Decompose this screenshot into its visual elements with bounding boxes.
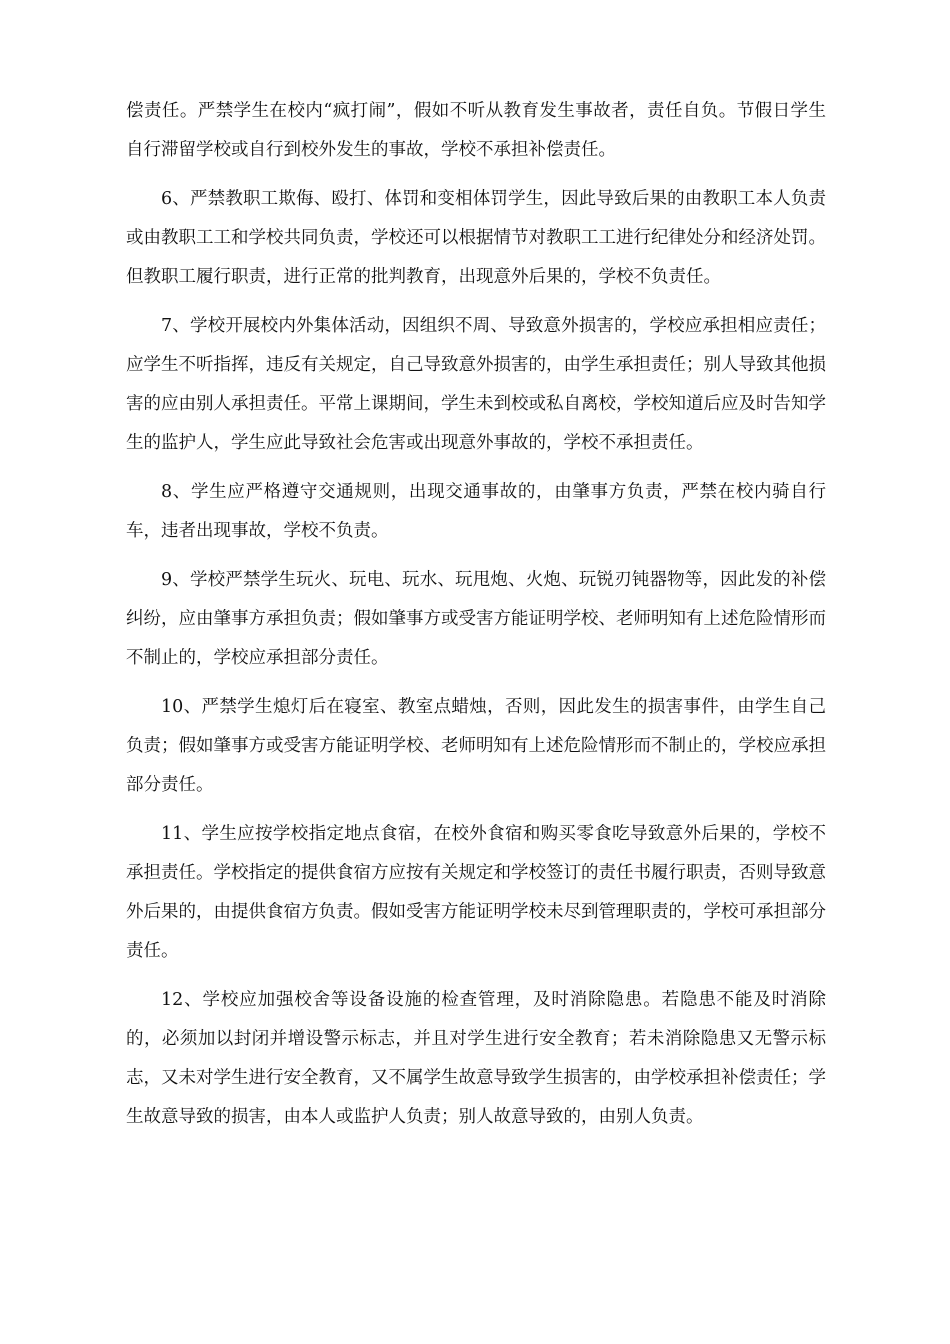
paragraph-item-12: 12、学校应加强校舍等设备设施的检查管理，及时消除隐患。若隐患不能及时消除的，必须加以封闭并增设警示标志，并且对学生进行安全教育；若未消除隐患又无警示标志，又未对学生进行安全教育，又不属学生故意导致学生损害的，由学校承担补偿责任；学生故意导致的损害，由本人或监护人负责；别人故意导致的，由别人负责。 xyxy=(126,990,826,1127)
paragraph-item-6: 6、严禁教职工欺侮、殴打、体罚和变相体罚学生，因此导致后果的由教职工本人负责或由教职工工和学校共同负责，学校还可以根据情节对教职工工进行纪律处分和经济处罚。但教职工履行职责，进行正常的批判教育，出现意外后果的，学校不负责任。 xyxy=(126,189,826,287)
document-body xyxy=(126,92,826,1147)
paragraph-continued: 偿责任。严禁学生在校内“疯打闹”，假如不听从教育发生事故者，责任自负。节假日学生自行滞留学校或自行到校外发生的事故，学校不承担补偿责任。 xyxy=(126,101,826,160)
paragraph-item-8: 8、学生应严格遵守交通规则，出现交通事故的，由肇事方负责，严禁在校内骑自行车，违者出现事故，学校不负责。 xyxy=(126,482,826,541)
paragraph-item-7: 7、学校开展校内外集体活动，因组织不周、导致意外损害的，学校应承担相应责任；应学生不听指挥，违反有关规定，自己导致意外损害的，由学生承担责任；别人导致其他损害的应由别人承担责任。平常上课期间，学生未到校或私自离校，学校知道后应及时告知学生的监护人，学生应此导致社会危害或出现意外事故的，学校不承担责任。 xyxy=(126,316,826,453)
paragraph-item-11: 11、学生应按学校指定地点食宿，在校外食宿和购买零食吃导致意外后果的，学校不承担责任。学校指定的提供食宿方应按有关规定和学校签订的责任书履行职责，否则导致意外后果的，由提供食宿方负责。假如受害方能证明学校未尽到管理职责的，学校可承担部分责任。 xyxy=(126,824,826,961)
paragraph-item-9: 9、学校严禁学生玩火、玩电、玩水、玩甩炮、火炮、玩锐刃钝器物等，因此发的补偿纠纷，应由肇事方承担负责；假如肇事方或受害方能证明学校、老师明知有上述危险情形而不制止的，学校应承担部分责任。 xyxy=(126,570,826,668)
paragraph-item-10: 10、严禁学生熄灯后在寝室、教室点蜡烛，否则，因此发生的损害事件，由学生自己负责；假如肇事方或受害方能证明学校、老师明知有上述危险情形而不制止的，学校应承担部分责任。 xyxy=(126,697,826,795)
